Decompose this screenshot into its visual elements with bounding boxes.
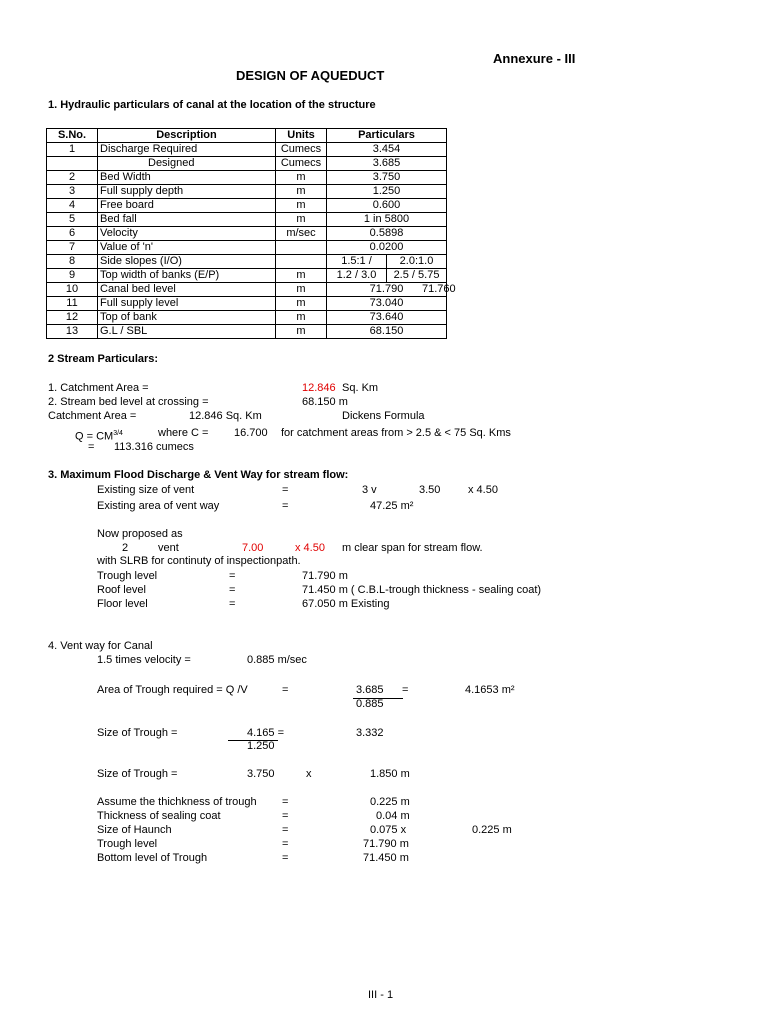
velocity-label: 1.5 times velocity = (97, 654, 191, 666)
cell-unit (276, 241, 327, 255)
area-label: Area of Trough required = Q /V (97, 684, 248, 696)
section3-heading: 3. Maximum Flood Discharge & Vent Way for stream flow: (48, 469, 349, 481)
area-eq2: = (402, 684, 409, 696)
table-row (47, 297, 447, 311)
table-header-row (47, 129, 447, 143)
size-label: Size of Trough = (97, 727, 178, 739)
size2-width: 3.750 (247, 768, 275, 780)
haunch-label: Size of Haunch (97, 824, 172, 836)
thickness-label: Assume the thichkness of trough (97, 796, 257, 808)
cell-unit: Cumecs (276, 143, 327, 157)
s4-trough-eq: = (282, 838, 289, 850)
vent-word: vent (158, 542, 179, 554)
annexure-label: Annexure - III (493, 51, 576, 66)
floor-label: Floor level (97, 598, 148, 610)
c-value: 16.700 (234, 427, 268, 439)
table-row (47, 143, 447, 157)
catchment-label: 1. Catchment Area = (48, 382, 149, 394)
cell-val: 68.150 (327, 325, 447, 339)
floor-value: 67.050 m Existing (302, 598, 390, 610)
s3-trough-label: Trough level (97, 570, 158, 582)
col-header-particulars: Particulars (327, 129, 447, 143)
section1-heading: 1. Hydraulic particulars of canal at the location of the structure (48, 99, 376, 111)
area-eq: = (282, 684, 289, 696)
roof-eq: = (229, 584, 236, 596)
cell-unit: m (276, 171, 327, 185)
cell-sno: 2 (47, 171, 98, 185)
cell-desc: Bed fall (98, 213, 276, 227)
cell-val: 1.250 (327, 185, 447, 199)
table-row (47, 241, 447, 255)
cell-unit: m (276, 269, 327, 283)
size2-label: Size of Trough = (97, 768, 178, 780)
existing-size-eq: = (282, 484, 289, 496)
col-header-description: Description (98, 129, 276, 143)
area-result: 4.1653 m² (465, 684, 515, 696)
table-row (47, 325, 447, 339)
cell-sno (47, 157, 98, 171)
table-row (47, 199, 447, 213)
bottom-eq: = (282, 852, 289, 864)
floor-eq: = (229, 598, 236, 610)
table-row (47, 311, 447, 325)
cell-val: 73.640 (327, 311, 447, 325)
cell-val: 71.790 (327, 283, 447, 297)
area-denominator: 0.885 (356, 698, 384, 710)
thickness-eq: = (282, 796, 289, 808)
cell-unit: m (276, 213, 327, 227)
hydraulic-particulars-table (46, 128, 447, 339)
cell-sno: 6 (47, 227, 98, 241)
size2-height: 1.850 m (370, 768, 410, 780)
thickness-value: 0.225 m (370, 796, 410, 808)
cell-val: 0.0200 (327, 241, 447, 255)
cell-desc: Top of bank (98, 311, 276, 325)
cell-val: 0.600 (327, 199, 447, 213)
size2-x: x (306, 768, 312, 780)
area-numerator: 3.685 (356, 684, 384, 696)
haunch-eq: = (282, 824, 289, 836)
cell-val-split (327, 255, 447, 269)
cell-unit (276, 255, 327, 269)
cell-sno: 1 (47, 143, 98, 157)
existing-size-label: Existing size of vent (97, 484, 195, 496)
existing-area-value: 47.25 m² (370, 500, 414, 512)
cell-sno: 7 (47, 241, 98, 255)
proposed-note: m clear span for stream flow. (342, 542, 483, 554)
catchment2-label: Catchment Area = (48, 410, 137, 422)
sealing-eq: = (282, 810, 289, 822)
cell-sno: 5 (47, 213, 98, 227)
roof-label: Roof level (97, 584, 146, 596)
q-formula-text: Q = CM (75, 430, 114, 443)
s4-trough-label: Trough level (97, 838, 158, 850)
cell-unit: m (276, 185, 327, 199)
cell-desc: Full supply depth (98, 185, 276, 199)
bed-level-label: 2. Stream bed level at crossing = (48, 396, 209, 408)
velocity-value: 0.885 m/sec (247, 654, 307, 666)
table-row (47, 283, 447, 297)
cell-unit: m (276, 311, 327, 325)
q-result: 113.316 cumecs (114, 441, 194, 453)
section2-heading: 2 Stream Particulars: (48, 353, 159, 365)
cell-desc: Full supply level (98, 297, 276, 311)
cell-desc: Designed (98, 157, 276, 171)
slrb-note: with SLRB for continuty of inspectionpath. (97, 555, 301, 567)
cell-val-b: 2.0:1.0 (399, 255, 434, 267)
q-equals: = (88, 441, 95, 453)
size-numerator: 4.165 = (247, 727, 285, 739)
size-denominator: 1.250 (247, 740, 275, 752)
catchment-value: 12.846 (302, 382, 336, 394)
haunch-value2: 0.225 m (472, 824, 512, 836)
cell-unit: m/sec (276, 227, 327, 241)
existing-area-label: Existing area of vent way (97, 500, 220, 512)
cell-sno: 9 (47, 269, 98, 283)
page-number: III - 1 (368, 989, 394, 1001)
cell-desc: Bed Width (98, 171, 276, 185)
table-row (47, 269, 447, 283)
cell-desc: G.L / SBL (98, 325, 276, 339)
proposed-width: 7.00 (242, 542, 264, 554)
table-row (47, 227, 447, 241)
proposed-label: Now proposed as (97, 528, 183, 540)
formula-name: Dickens Formula (342, 410, 425, 422)
proposed-height: x 4.50 (295, 542, 325, 554)
cell-sno: 13 (47, 325, 98, 339)
cell-val: 3.454 (327, 143, 447, 157)
table-side-note: 71.760 (422, 283, 456, 295)
bottom-value: 71.450 m (363, 852, 409, 864)
cell-sno: 10 (47, 283, 98, 297)
cell-desc: Value of 'n' (98, 241, 276, 255)
where-c-label: where C = (158, 427, 209, 439)
cell-val-split (327, 269, 447, 283)
table-row (47, 185, 447, 199)
cell-val: 0.5898 (327, 227, 447, 241)
c-note: for catchment areas from > 2.5 & < 75 Sq. Kms (281, 427, 511, 439)
existing-width: 3.50 (419, 484, 441, 496)
s3-trough-value: 71.790 m (302, 570, 348, 582)
cell-unit: Cumecs (276, 157, 327, 171)
catchment2-value: 12.846 Sq. Km (189, 410, 262, 422)
cell-val: 3.750 (327, 171, 447, 185)
bottom-label: Bottom level of Trough (97, 852, 208, 864)
cell-desc: Discharge Required (98, 143, 276, 157)
table-row (47, 171, 447, 185)
page-title: DESIGN OF AQUEDUCT (236, 68, 385, 83)
col-header-units: Units (276, 129, 327, 143)
section4-heading: 4. Vent way for Canal (48, 640, 153, 652)
s4-trough-value: 71.790 m (363, 838, 409, 850)
size-result: 3.332 (356, 727, 384, 739)
q-formula-exponent: 3/4 (113, 430, 123, 437)
cell-desc: Top width of banks (E/P) (98, 269, 276, 283)
cell-unit: m (276, 283, 327, 297)
bed-level-value: 68.150 m (302, 396, 348, 408)
table-row (47, 157, 447, 171)
cell-desc: Velocity (98, 227, 276, 241)
haunch-value: 0.075 x (370, 824, 407, 836)
sealing-label: Thickness of sealing coat (97, 810, 221, 822)
proposed-count: 2 (122, 542, 129, 554)
sealing-value: 0.04 m (376, 810, 410, 822)
cell-sno: 12 (47, 311, 98, 325)
table-row (47, 255, 447, 269)
cell-sno: 8 (47, 255, 98, 269)
cell-desc: Canal bed level (98, 283, 276, 297)
cell-val-a: 1.2 / 3.0 (327, 269, 387, 282)
table-row (47, 213, 447, 227)
cell-sno: 3 (47, 185, 98, 199)
cell-val-b: 2.5 / 5.75 (393, 269, 440, 281)
col-header-sno: S.No. (47, 129, 98, 143)
cell-sno: 4 (47, 199, 98, 213)
s3-trough-eq: = (229, 570, 236, 582)
existing-count: 3 v (362, 484, 377, 496)
roof-value: 71.450 m ( C.B.L-trough thickness - sealing coat) (302, 584, 542, 596)
existing-area-eq: = (282, 500, 289, 512)
cell-val-a: 1.5:1 / (327, 255, 387, 268)
cell-desc: Free board (98, 199, 276, 213)
cell-unit: m (276, 325, 327, 339)
cell-val: 73.040 (327, 297, 447, 311)
cell-val: 1 in 5800 (327, 213, 447, 227)
cell-unit: m (276, 199, 327, 213)
catchment-unit: Sq. Km (342, 382, 379, 394)
cell-sno: 11 (47, 297, 98, 311)
existing-height: x 4.50 (468, 484, 498, 496)
cell-unit: m (276, 297, 327, 311)
cell-val: 3.685 (327, 157, 447, 171)
cell-desc: Side slopes (I/O) (98, 255, 276, 269)
